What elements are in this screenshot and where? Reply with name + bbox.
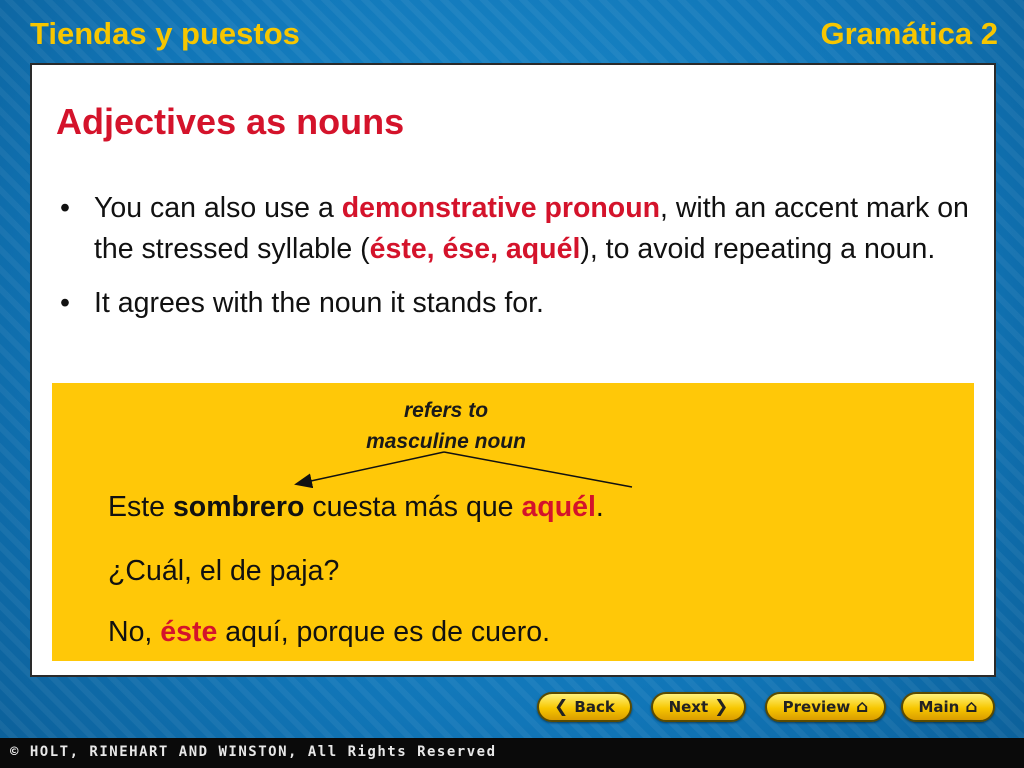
bullet-text: ), to avoid repeating a noun. (580, 233, 936, 265)
sentence-text: aquí, porque es de cuero. (217, 616, 551, 648)
section-title: Gramática 2 (820, 16, 998, 51)
separator: , (490, 233, 506, 265)
example-word: éste (369, 233, 427, 265)
slide-title: Adjectives as nouns (56, 101, 405, 142)
sentence-text: No, (108, 616, 161, 648)
footer-bar (0, 738, 1024, 768)
bullet-text: , with an accent mark on the stressed syllable ( (94, 192, 969, 265)
pronoun-word: éste (160, 616, 218, 648)
example-word: ése (442, 233, 491, 265)
sentence-text: Este (108, 491, 173, 523)
example-sentence-1 (108, 491, 604, 524)
sentence-text: cuesta más que (304, 491, 522, 523)
main-button[interactable] (901, 692, 995, 722)
next-button[interactable] (651, 692, 746, 722)
bullet-demonstrative (56, 188, 986, 270)
sentence-text: . (595, 491, 604, 523)
preview-label: Preview (782, 698, 851, 716)
bullet-dot-icon: • (60, 192, 70, 224)
next-label: Next (668, 698, 709, 716)
bullet-text: It agrees with the noun it stands for. (94, 287, 544, 319)
noun-word: sombrero (172, 491, 305, 523)
key-term: demonstrative pronoun (341, 192, 661, 224)
note-line: masculine noun (366, 430, 526, 453)
main-label: Main (918, 698, 960, 716)
back-button[interactable] (537, 692, 632, 722)
topic-title: Tiendas y puestos (30, 16, 300, 51)
example-box (52, 383, 974, 661)
example-word: aquél (505, 233, 581, 265)
bullet-text: You can also use a (94, 192, 342, 224)
pronoun-word: aquél (521, 491, 596, 523)
chevron-left-icon: ❮ (554, 696, 569, 717)
bullet-dot-icon: • (60, 287, 70, 319)
home-icon: ⌂ (856, 696, 869, 717)
example-sentence-2: ¿Cuál, el de paja? (108, 555, 340, 587)
back-label: Back (574, 698, 615, 716)
separator: , (426, 233, 443, 265)
bullet-agreement (56, 283, 986, 324)
home-icon: ⌂ (965, 696, 978, 717)
preview-button[interactable] (765, 692, 886, 722)
slide-panel (30, 63, 996, 677)
bullet-list (56, 188, 986, 324)
example-sentence-3 (108, 616, 550, 649)
chevron-right-icon: ❯ (714, 696, 729, 717)
copyright-text: © HOLT, RINEHART AND WINSTON, All Rights Reserved (10, 744, 497, 760)
note-line: refers to (403, 399, 489, 422)
